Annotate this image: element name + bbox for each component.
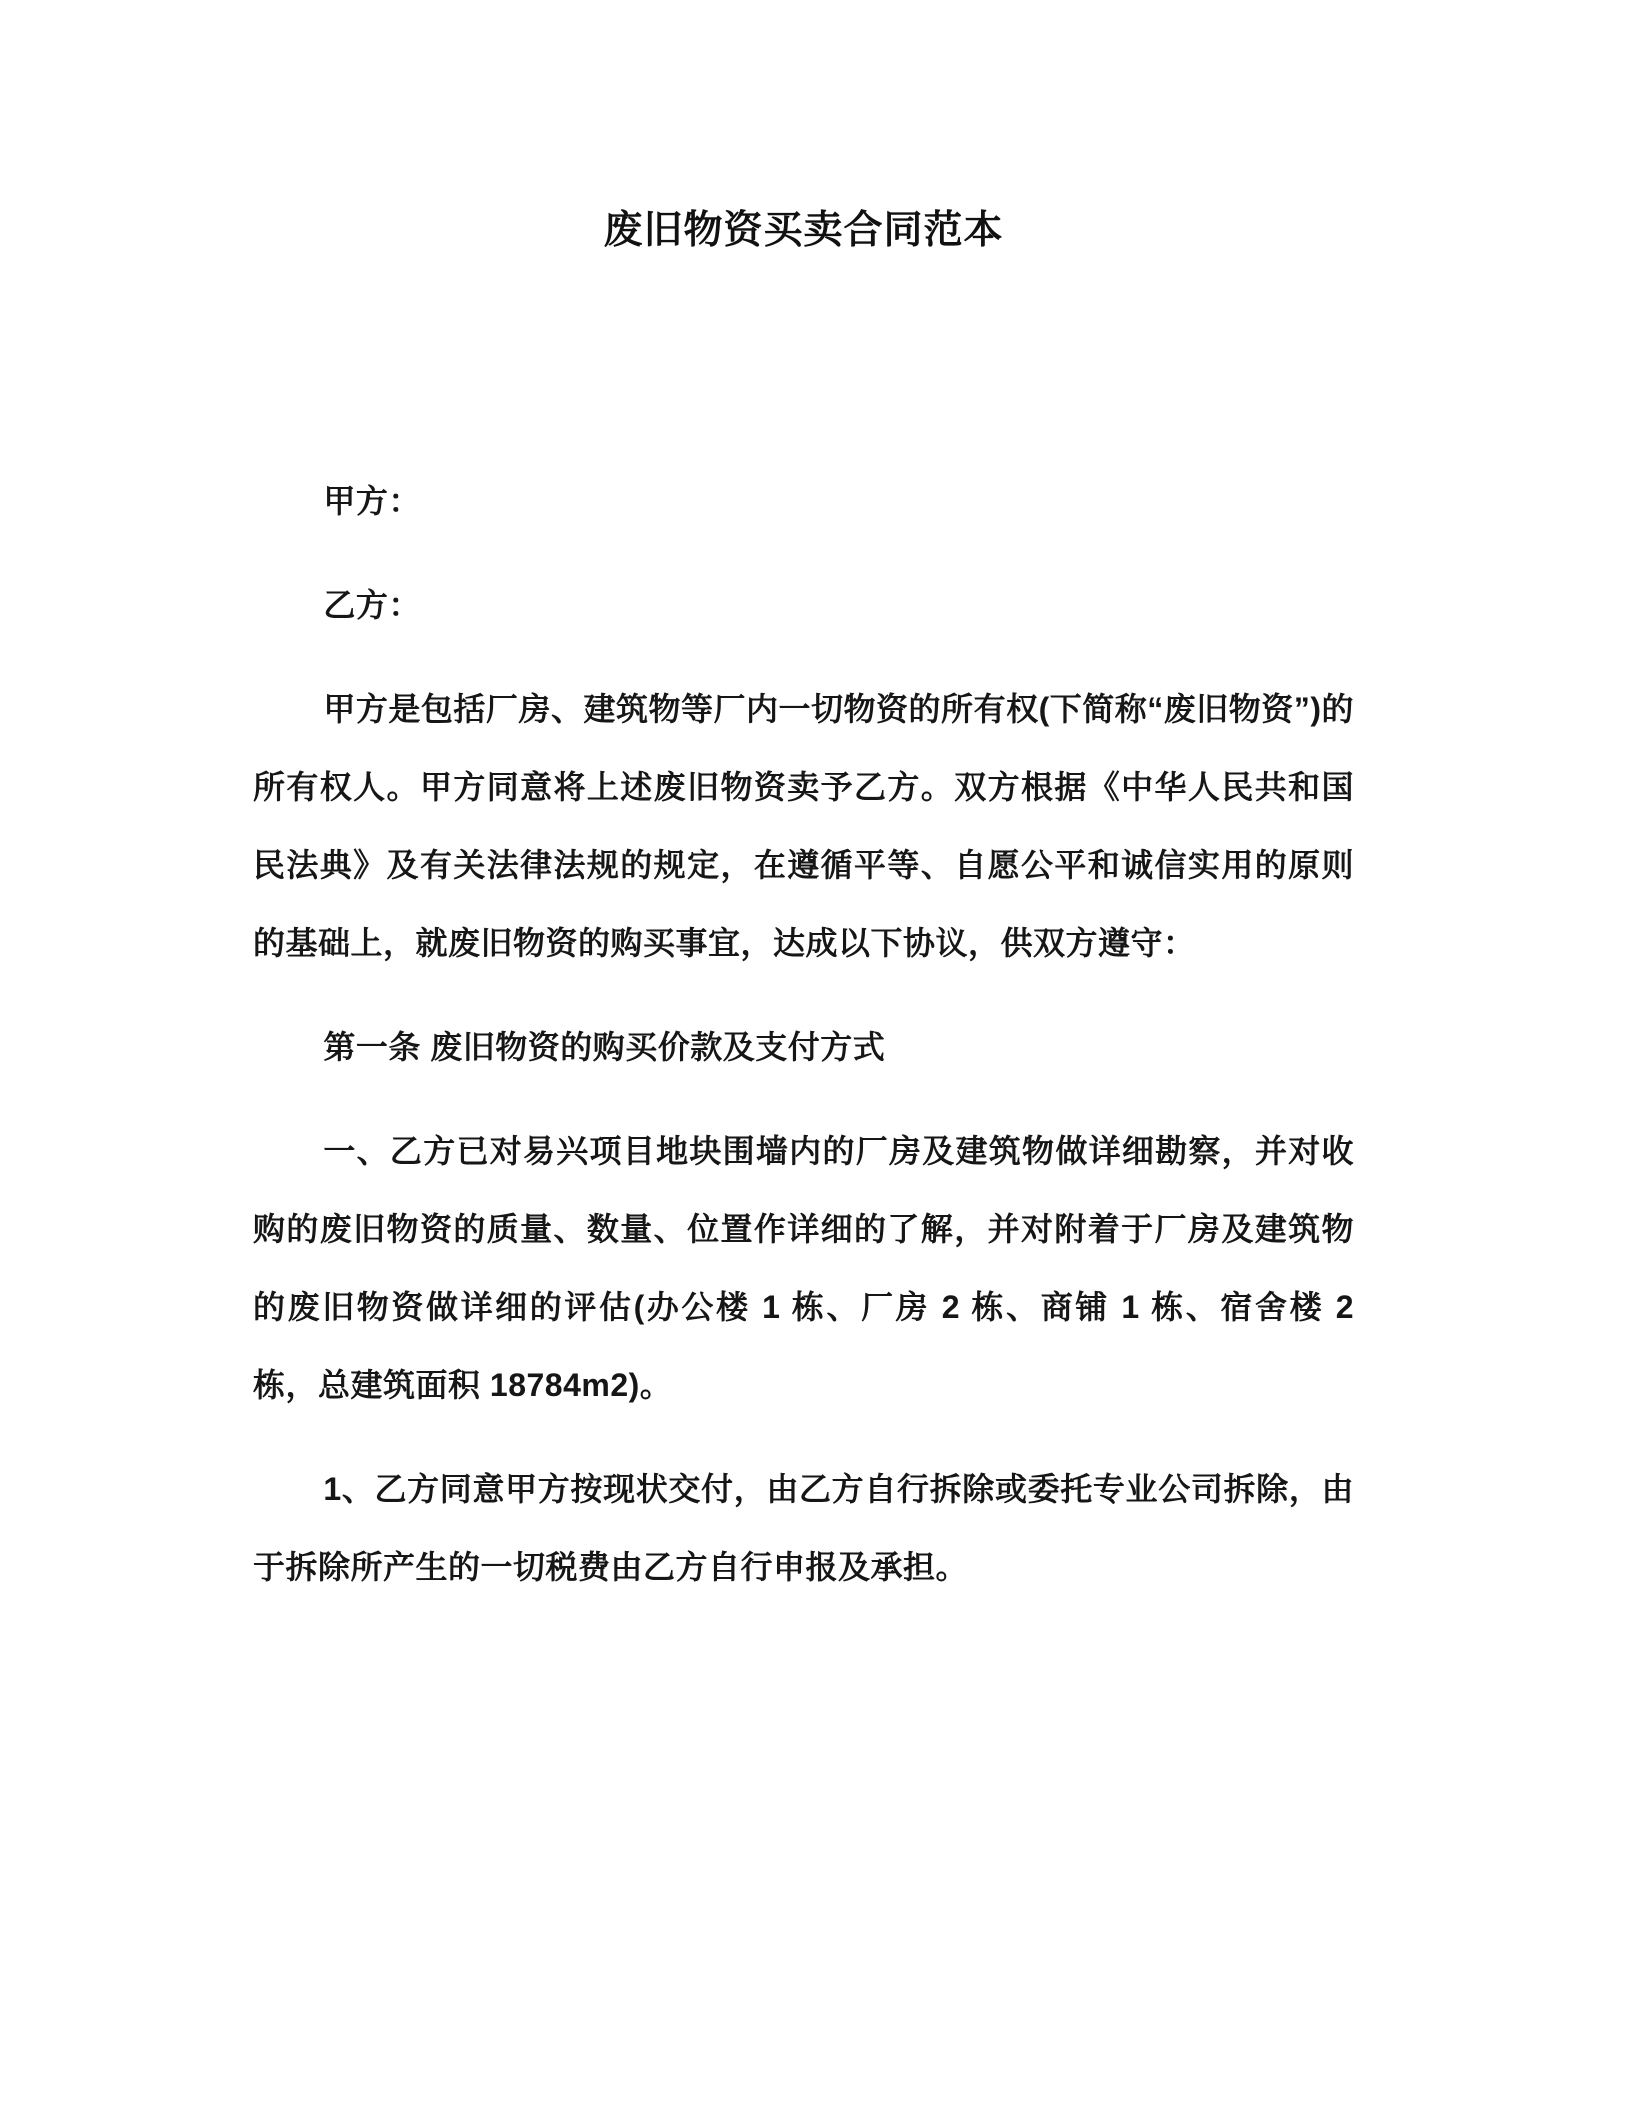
- paragraph-clause-survey: 一、乙方已对易兴项目地块围墙内的厂房及建筑物做详细勘察，并对收购的废旧物资的质量、数量、位置作详细的了解，并对附着于厂房及建筑物的废旧物资做详细的评估(办公楼 1 栋、厂房 2 栋、商铺 1 栋、宿舍楼 2 栋，总建筑面积 18784m2)。: [253, 1133, 1354, 1403]
- paragraph-article-1-heading: 第一条 废旧物资的购买价款及支付方式: [323, 1029, 886, 1065]
- paragraph-clause-demolition: 1、乙方同意甲方按现状交付，由乙方自行拆除或委托专业公司拆除，由于拆除所产生的一切税费由乙方自行申报及承担。: [253, 1471, 1354, 1585]
- document-body: [253, 462, 1354, 1606]
- document-title: 废旧物资买卖合同范本: [603, 209, 1004, 252]
- paragraph-party-b: 乙方：: [323, 587, 421, 623]
- paragraph-party-a: 甲方：: [323, 483, 421, 519]
- paragraph-preamble: 甲方是包括厂房、建筑物等厂内一切物资的所有权(下简称“废旧物资”)的所有权人。甲方同意将上述废旧物资卖予乙方。双方根据《中华人民共和国民法典》及有关法律法规的规定，在遵循平等、自愿公平和诚信实用的原则的基础上，就废旧物资的购买事宜，达成以下协议，供双方遵守：: [253, 691, 1354, 961]
